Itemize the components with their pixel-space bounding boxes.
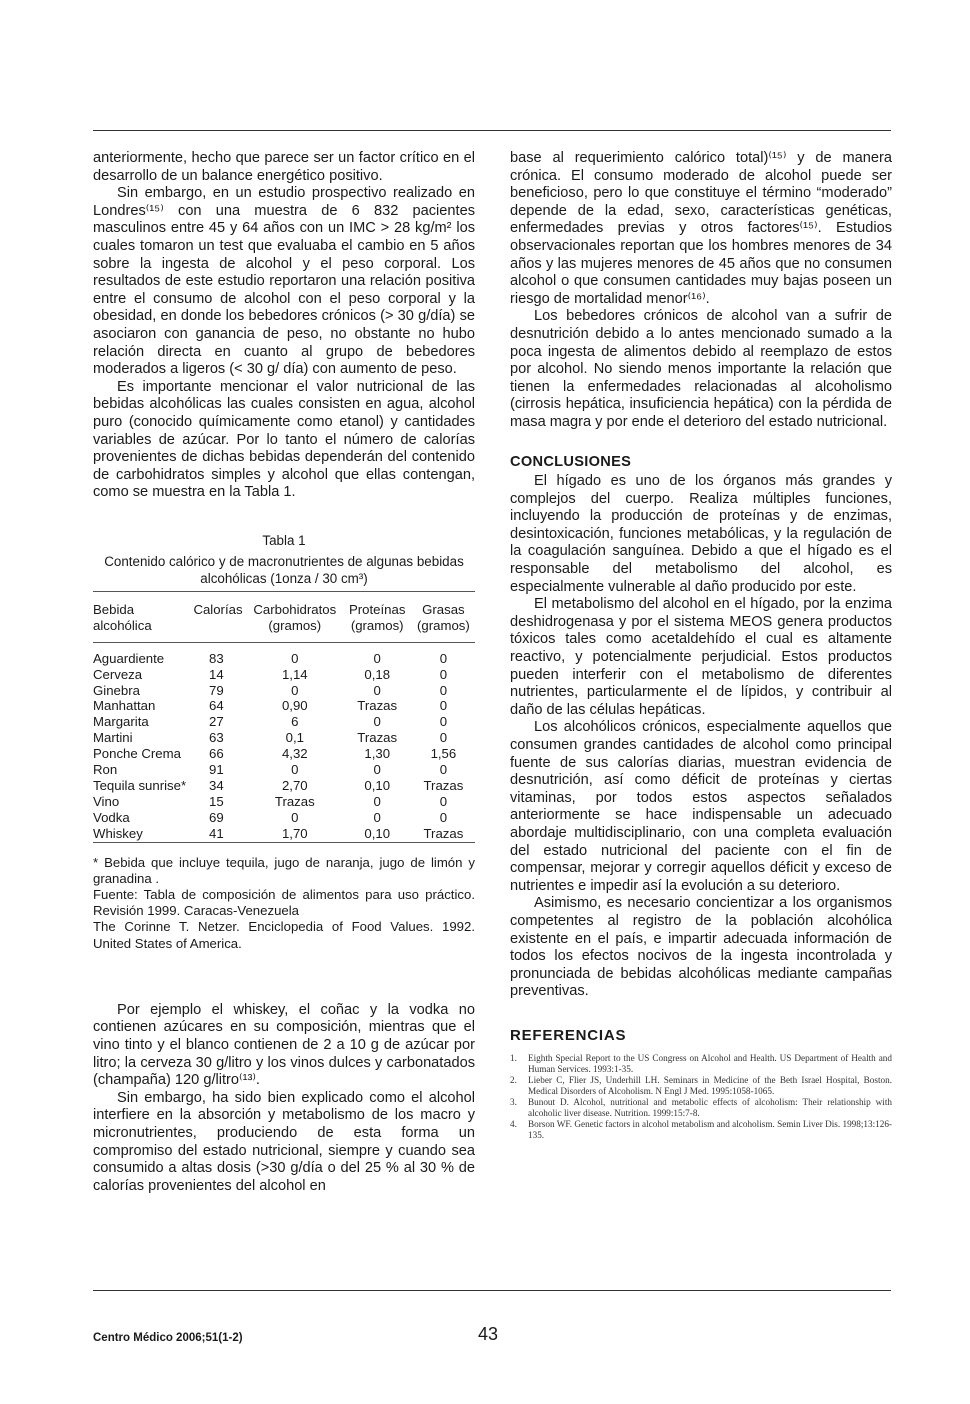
cell-calorias: 69 <box>209 809 224 825</box>
cell-grasas: 0 <box>439 682 448 698</box>
reference-text: Bunout D. Alcohol, nutritional and metabolic effects of alcoholism: Their relationship with alcoholic liver disease. Nutrition. 1999:15:7-8. <box>528 1096 892 1118</box>
table-row <box>93 651 475 667</box>
table-row <box>93 762 475 778</box>
table-source: The Corinne T. Netzer. Enciclopedia of Food Values. 1992. United States of America. <box>93 919 475 951</box>
reference-text: Eighth Special Report to the US Congress on Alcohol and Health. US Department of Health and Human Services. 1993:1-35. <box>528 1052 892 1074</box>
cell-calorias: 63 <box>209 730 224 746</box>
table-source: Fuente: Tabla de composición de alimentos para uso práctico. Revisión 1999. Caracas-Venezuela <box>93 886 475 919</box>
table-row <box>93 794 475 810</box>
cell-carbohidratos: 0 <box>291 682 299 698</box>
reference-number: 2. <box>510 1074 517 1085</box>
journal-citation: Centro Médico 2006;51(1-2) <box>93 1332 243 1344</box>
reference-number: 4. <box>510 1118 517 1129</box>
cell-proteinas: 0 <box>373 650 381 666</box>
cell-grasas: 0 <box>439 714 448 730</box>
paragraph: Por ejemplo el whiskey, el coñac y la vodka no contienen azúcares en su composición, mientras que el vino tinto y el blanco contienen de 2 a 10 g de azúcar por litro; la cerveza 30 g/litro y los vinos dulces y carbonatados (champaña) 120 g/litro⁽¹³⁾. <box>93 1001 475 1089</box>
table-top-rule <box>93 591 475 592</box>
table-row <box>93 730 475 746</box>
cell-calorias: 64 <box>209 698 224 714</box>
cell-carbohidratos: Trazas <box>274 793 315 809</box>
cell-grasas: 1,56 <box>430 746 457 762</box>
cell-proteinas: 1,30 <box>364 746 391 762</box>
cell-grasas: Trazas <box>423 777 464 793</box>
cell-proteinas: 0 <box>373 714 381 730</box>
cell-bebida: Whiskey <box>93 825 143 841</box>
cell-grasas: 0 <box>439 762 448 778</box>
cell-proteinas: 0 <box>373 793 381 809</box>
cell-bebida: Ponche Crema <box>93 746 181 762</box>
cell-bebida: Ginebra <box>93 682 140 698</box>
cell-proteinas: 0,18 <box>364 666 391 682</box>
reference-number: 3. <box>510 1096 517 1107</box>
cell-bebida: Martini <box>93 730 133 746</box>
cell-bebida: Aguardiente <box>93 650 165 666</box>
cell-grasas: 0 <box>439 730 448 746</box>
paragraph: Sin embargo, en un estudio prospectivo realizado en Londres⁽¹⁵⁾ con una muestra de 6 832 pacientes masculinos entre 45 y 64 años con un IMC > 28 kg/m² los cuales tomaron un test que evaluaba el cambio en 5 años sobre la ingesta de alcohol y el peso corporal. Los resultados de este estudio reportaron una relación positiva entre el consumo de alcohol con el peso corporal y la obesidad, en donde los bebedores crónicos (> 30 g/día) se asociaron con ganancia de peso, no obstante no hubo relación directa en cuanto al grupo de bebedores moderados a ligeros (< 30 g/ día) con aumento de peso. <box>93 185 475 378</box>
reference-item <box>510 1097 892 1119</box>
header-bebida: Bebida alcohólica <box>93 601 152 633</box>
top-rule <box>93 130 891 131</box>
table-footnote: * Bebida que incluye tequila, jugo de naranja, jugo de limón y granadina . <box>93 854 475 886</box>
paragraph: Sin embargo, ha sido bien explicado como el alcohol interfiere en la absorción y metabolismo de los macro y micronutrientes, produciendo de esta forma un compromiso del estado nutricional, siempre y cuando sea consumido a altas dosis (>30 g/día o del 25 % al 30 % de calorías provenientes del alcohol en <box>93 1089 475 1194</box>
cell-calorias: 66 <box>209 746 224 762</box>
cell-grasas: 0 <box>439 666 448 682</box>
reference-text: Borson WF. Genetic factors in alcohol metabolism and alcoholism. Semin Liver Dis. 1998;13:126-135. <box>528 1118 892 1140</box>
page-number: 43 <box>478 1324 499 1344</box>
cell-carbohidratos: 1,70 <box>281 825 308 841</box>
cell-proteinas: 0,10 <box>364 777 391 793</box>
table-row <box>93 683 475 699</box>
reference-item <box>510 1053 892 1075</box>
paragraph: Los alcohólicos crónicos, especialmente aquellos que consumen grandes cantidades de alcohol como principal fuente de sus calorías diarias, muestran evidencia de desnutrición, así como déficit de proteínas y ciertas vitaminas, por todos estos aspectos señalados anteriormente se hace indispensable un adecuado abordaje multidisciplinario, con una completa evaluación del estado nutricional del paciente con el fin de compensar, mejorar y corregir aquellos déficit y exceso de nutrientes e impedir así la evolución a su deterioro. <box>510 719 892 894</box>
cell-bebida: Manhattan <box>93 698 156 714</box>
conclusions-heading: CONCLUSIONES <box>510 453 632 470</box>
header-calorias: Calorías <box>193 601 243 617</box>
paragraph: Asimismo, es necesario concientizar a los organismos competentes al registro de la población alcohólica existente en el país, e impartir adecuada información de todos los efectos nocivos de la ingesta incontrolada y pronunciada de bebidas alcohólicas mediante campañas preventivas. <box>510 895 892 1000</box>
table-row <box>93 778 475 794</box>
bottom-rule <box>93 1290 891 1291</box>
cell-grasas: 0 <box>439 650 448 666</box>
cell-carbohidratos: 4,32 <box>281 746 308 762</box>
cell-calorias: 79 <box>209 682 224 698</box>
cell-proteinas: Trazas <box>357 698 398 714</box>
header-carbohidratos: Carbohidratos (gramos) <box>253 601 337 633</box>
cell-calorias: 14 <box>209 666 224 682</box>
cell-calorias: 27 <box>209 714 224 730</box>
paragraph: El hígado es uno de los órganos más grandes y complejos del cuerpo. Realiza múltiples funciones, incluyendo la producción de proteínas y de enzimas, desintoxicación, funciones metabólicas, y la regulación de la coagulación sanguínea. Debido a que el hígado es el responsable del metabolismo del alcohol, es especialmente vulnerable al daño producido por este. <box>510 473 892 595</box>
cell-calorias: 34 <box>209 777 224 793</box>
table-row <box>93 667 475 683</box>
cell-carbohidratos: 2,70 <box>281 777 308 793</box>
cell-grasas: 0 <box>439 809 448 825</box>
right-column <box>510 150 892 1141</box>
paragraph: El metabolismo del alcohol en el hígado, por la enzima deshidrogenasa y por el sistema MEOS genera productos tóxicos tales como acetaldehído el cual es altamente reactivo, y potencialmente perjudicial. Estos productos pueden interferir con el metabolismo de diferentes nutrientes, particularmente el de lípidos, y contribuir al daño de las células hepáticas. <box>510 596 892 718</box>
cell-proteinas: Trazas <box>357 730 398 746</box>
cell-bebida: Vino <box>93 793 120 809</box>
cell-carbohidratos: 1,14 <box>281 666 308 682</box>
cell-proteinas: 0 <box>373 762 381 778</box>
references-heading: REFERENCIAS <box>510 1026 627 1044</box>
header-proteinas: Proteínas (gramos) <box>348 601 406 633</box>
cell-carbohidratos: 0 <box>291 762 299 778</box>
cell-calorias: 15 <box>209 793 224 809</box>
table-row <box>93 810 475 826</box>
cell-carbohidratos: 0,90 <box>281 698 308 714</box>
paragraph: anteriormente, hecho que parece ser un factor crítico en el desarrollo de un balance energético positivo. <box>93 150 475 184</box>
cell-carbohidratos: 0 <box>291 809 299 825</box>
cell-proteinas: 0 <box>373 682 381 698</box>
cell-bebida: Cerveza <box>93 666 143 682</box>
reference-item <box>510 1075 892 1097</box>
reference-item <box>510 1119 892 1141</box>
references-list <box>510 1053 892 1141</box>
cell-proteinas: 0 <box>373 809 381 825</box>
cell-calorias: 91 <box>209 762 224 778</box>
cell-calorias: 83 <box>209 650 224 666</box>
table-notes <box>93 855 475 952</box>
left-column <box>93 150 475 1195</box>
nutrition-table <box>93 602 475 851</box>
cell-bebida: Vodka <box>93 809 130 825</box>
paragraph: Es importante mencionar el valor nutricional de las bebidas alcohólicas las cuales consisten en agua, alcohol puro (conocido químicamente como etanol) y cantidades variables de azúcar. Por lo tanto el número de calorías provenientes de dichas bebidas dependerán del contenido de carbohidratos simples y alcohol que ellas contengan, como se muestra en la Tabla 1. <box>93 378 475 501</box>
cell-calorias: 41 <box>209 825 224 841</box>
cell-grasas: Trazas <box>423 825 464 841</box>
cell-bebida: Tequila sunrise* <box>93 777 187 793</box>
table-row <box>93 714 475 730</box>
paragraph: Los bebedores crónicos de alcohol van a sufrir de desnutrición debido a lo antes mencionado sumado a la poca ingesta de alimentos debido al reemplazo de estos por alcohol. No siendo menos importante la relación que tienen la enfermedades relacionadas al alcoholismo (cirrosis hepática, insuficiencia hepática) con la pérdida de masa magra y por ende el deterioro del estado nutricional. <box>510 308 892 430</box>
header-grasas: Grasas (gramos) <box>417 601 470 633</box>
table-row <box>93 698 475 714</box>
cell-bebida: Margarita <box>93 714 149 730</box>
cell-carbohidratos: 6 <box>291 714 299 730</box>
cell-carbohidratos: 0 <box>291 650 299 666</box>
cell-carbohidratos: 0,1 <box>285 730 304 746</box>
table-row <box>93 746 475 762</box>
table-row <box>93 826 475 842</box>
cell-bebida: Ron <box>93 762 118 778</box>
table-header-row <box>93 602 475 634</box>
reference-number: 1. <box>510 1052 517 1063</box>
table-title: Tabla 1 <box>262 532 306 548</box>
reference-text: Lieber C, Flier JS, Underhill LH. Seminars in Medicine of the Beth Israel Hospital, Boston. Medical Disorders of Alcoholism. N Engl J Med. 1995:1058-1065. <box>528 1074 892 1096</box>
cell-grasas: 0 <box>439 793 448 809</box>
paragraph: base al requerimiento calórico total)⁽¹⁵⁾ y de manera crónica. El consumo moderado de alcohol puede ser beneficioso, pero lo que constituye el término “moderado” depende de la edad, sexo, características genéticas, enfermedades previas y otros factores⁽¹⁵⁾. Estudios observacionales reportan que los hombres menores de 34 años y las mujeres menores de 45 años que no consumen alcohol o que consumen cantidades muy bajas poseen un riesgo de mortalidad menor⁽¹⁶⁾. <box>510 150 892 307</box>
cell-grasas: 0 <box>439 698 448 714</box>
cell-proteinas: 0,10 <box>364 825 391 841</box>
table-caption: Contenido calórico y de macronutrientes de algunas bebidas alcohólicas (1onza / 30 cm³) <box>104 553 464 586</box>
